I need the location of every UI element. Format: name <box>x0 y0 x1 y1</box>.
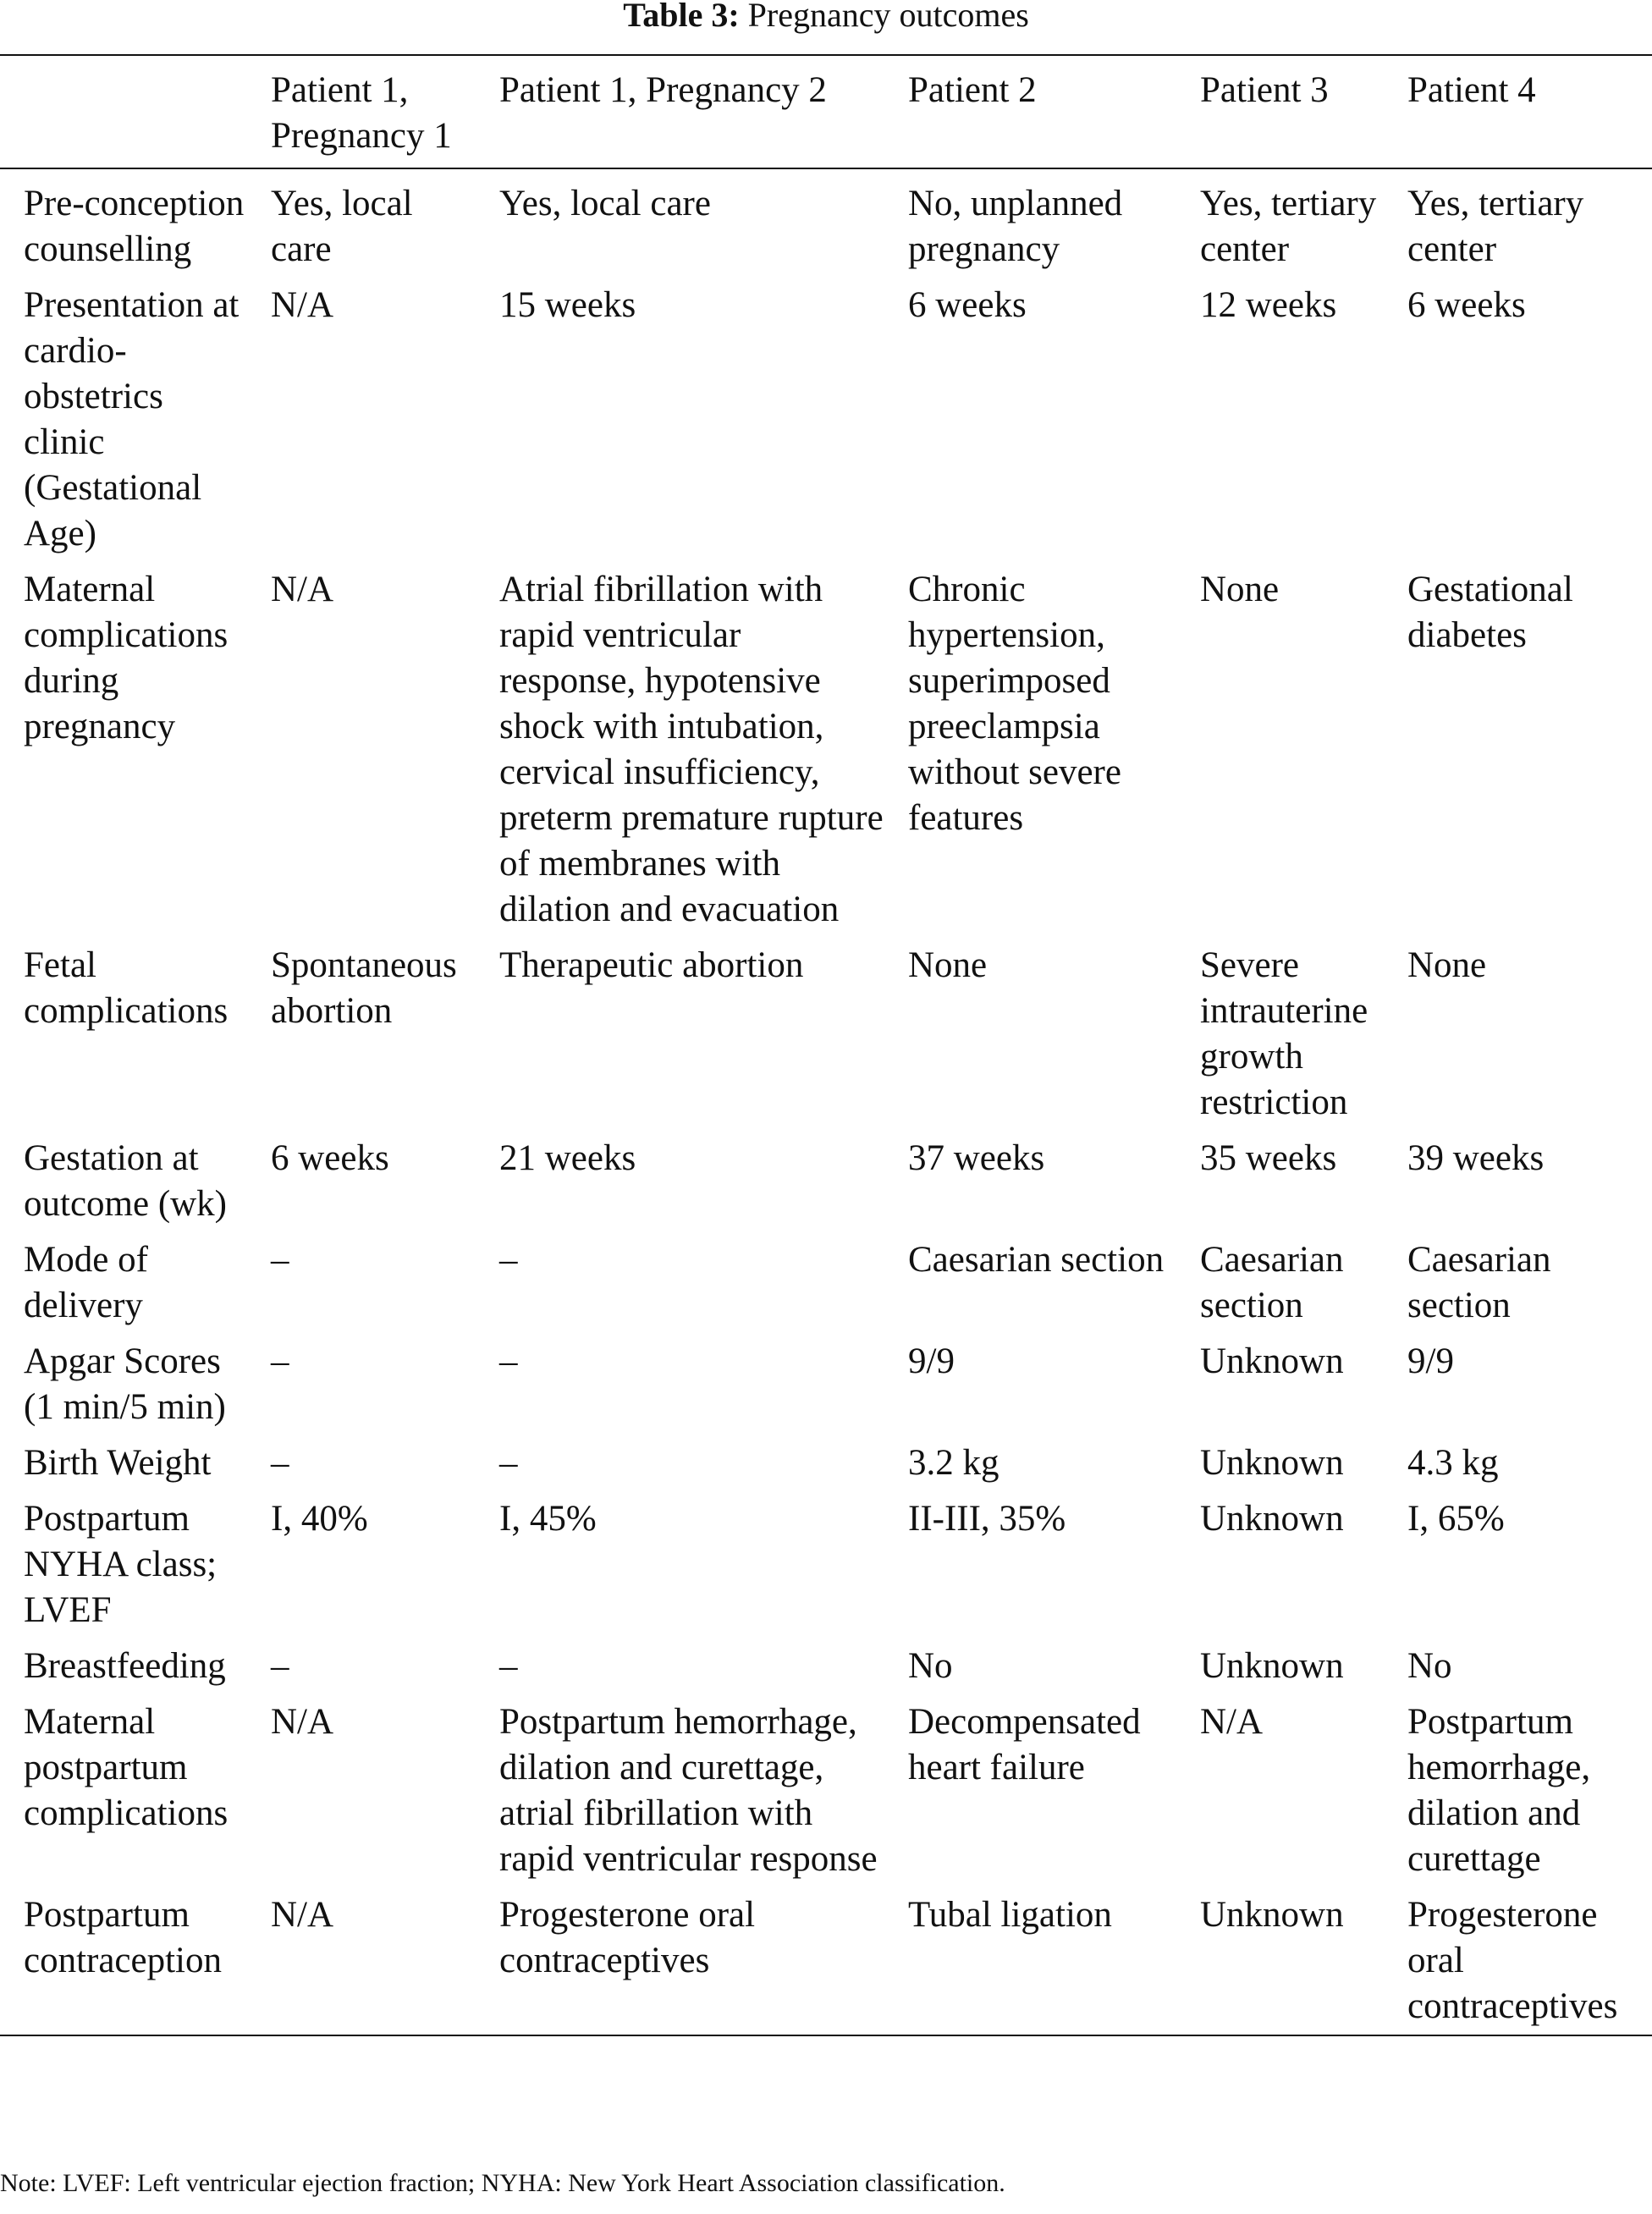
table-cell: N/A <box>1200 1702 1264 1742</box>
table-cell: 6 weeks <box>1407 285 1526 325</box>
table-cell: 6 weeks <box>908 285 1027 325</box>
table-cell: – <box>271 1341 289 1381</box>
header-cell-patient1-pregnancy1: Patient 1, Pregnancy 1 <box>271 70 452 156</box>
header-cell-patient1-pregnancy2: Patient 1, Pregnancy 2 <box>499 70 827 110</box>
table-row <box>0 1339 1652 1440</box>
table-cell: I, 45% <box>499 1499 597 1539</box>
table-row <box>0 1644 1652 1699</box>
table-cell: 6 weeks <box>271 1138 389 1178</box>
table-cell: Postpartum hemorrhage, dilation and curettage <box>1407 1702 1591 1879</box>
table-cell: None <box>1200 570 1280 609</box>
table-cell: None <box>908 945 988 985</box>
header-cell-row-label <box>0 55 247 168</box>
table-cell: N/A <box>271 1702 334 1742</box>
table-footnote: Note: LVEF: Left ventricular ejection fraction; NYHA: New York Heart Association classification. <box>0 2169 1005 2197</box>
table-row <box>0 567 1652 943</box>
table-cell: Caesarian section <box>1407 1240 1551 1325</box>
table-cell: Unknown <box>1200 1895 1344 1935</box>
table-cell: Yes, tertiary center <box>1200 184 1377 269</box>
header-cell-patient2: Patient 2 <box>908 70 1037 110</box>
table-caption-label: Table 3: <box>623 0 740 34</box>
table-cell: Spontaneous abortion <box>271 945 457 1031</box>
table-cell: – <box>499 1240 518 1280</box>
table-row <box>0 283 1652 567</box>
table-cell: 35 weeks <box>1200 1138 1337 1178</box>
table-cell: II-III, 35% <box>908 1499 1066 1539</box>
table-cell: Yes, tertiary center <box>1407 184 1584 269</box>
row-label: Presentation at cardio-obstetrics clinic (Gestational Age) <box>24 285 240 554</box>
row-label: Pre-conception counselling <box>24 184 245 269</box>
table-cell: Progesterone oral contraceptives <box>1407 1895 1618 2026</box>
row-label: Maternal complications during pregnancy <box>24 570 229 746</box>
header-cell-patient3: Patient 3 <box>1200 70 1329 110</box>
table-cell: Decompensated heart failure <box>908 1702 1141 1787</box>
table-row <box>0 943 1652 1136</box>
table-cell: Unknown <box>1200 1443 1344 1483</box>
table-caption <box>0 0 1652 36</box>
table-cell: Unknown <box>1200 1499 1344 1539</box>
table-cell: Progesterone oral contraceptives <box>499 1895 756 1980</box>
table-row <box>0 168 1652 283</box>
table-cell: Therapeutic abortion <box>499 945 804 985</box>
table-cell: No, unplanned pregnancy <box>908 184 1123 269</box>
table-caption-title: Pregnancy outcomes <box>747 0 1029 34</box>
row-label: Fetal complications <box>24 945 229 1031</box>
table-cell: Yes, local care <box>271 184 413 269</box>
table-row <box>0 1237 1652 1339</box>
table-cell: – <box>271 1443 289 1483</box>
table-cell: Caesarian section <box>1200 1240 1344 1325</box>
table-cell: – <box>271 1240 289 1280</box>
table-cell: – <box>499 1341 518 1381</box>
table-cell: No <box>908 1646 953 1686</box>
row-label: Gestation at outcome (wk) <box>24 1138 228 1224</box>
table-cell: – <box>271 1646 289 1686</box>
table-cell: 21 weeks <box>499 1138 636 1178</box>
table-cell: Postpartum hemorrhage, dilation and curettage, atrial fibrillation with rapid ventricular response <box>499 1702 878 1879</box>
table-row <box>0 1496 1652 1644</box>
table-cell: Unknown <box>1200 1341 1344 1381</box>
table-cell: 39 weeks <box>1407 1138 1545 1178</box>
table-cell: N/A <box>271 285 334 325</box>
row-label: Apgar Scores (1 min/5 min) <box>24 1341 226 1427</box>
table-cell: – <box>499 1646 518 1686</box>
table-cell: 9/9 <box>1407 1341 1454 1381</box>
table-cell: Atrial fibrillation with rapid ventricular response, hypotensive shock with intubation, cervical insufficiency, preterm premature rupture of membranes with dilation and evacuation <box>499 570 884 929</box>
table-cell: 37 weeks <box>908 1138 1045 1178</box>
row-label: Postpartum NYHA class; LVEF <box>24 1499 218 1630</box>
row-label: Breastfeeding <box>24 1646 226 1686</box>
table-cell: I, 40% <box>271 1499 368 1539</box>
table-cell: N/A <box>271 1895 334 1935</box>
table-cell: Unknown <box>1200 1646 1344 1686</box>
table-row <box>0 1440 1652 1496</box>
pregnancy-outcomes-table <box>0 54 1652 2036</box>
table-cell: 3.2 kg <box>908 1443 999 1483</box>
table-row <box>0 1136 1652 1237</box>
table-row <box>0 1892 1652 2035</box>
row-label: Maternal postpartum complications <box>24 1702 229 1833</box>
table-cell: I, 65% <box>1407 1499 1505 1539</box>
table-cell: Severe intrauterine growth restriction <box>1200 945 1368 1122</box>
row-label: Birth Weight <box>24 1443 212 1483</box>
table-cell: Caesarian section <box>908 1240 1165 1280</box>
table-cell: None <box>1407 945 1487 985</box>
row-label: Mode of delivery <box>24 1240 148 1325</box>
table-cell: 9/9 <box>908 1341 955 1381</box>
table-cell: No <box>1407 1646 1452 1686</box>
table-cell: Chronic hypertension, superimposed preeclampsia without severe features <box>908 570 1121 838</box>
table-cell: 4.3 kg <box>1407 1443 1499 1483</box>
header-cell-patient4: Patient 4 <box>1407 70 1536 110</box>
table-cell: Yes, local care <box>499 184 711 223</box>
table-cell: 12 weeks <box>1200 285 1337 325</box>
table-cell: Tubal ligation <box>908 1895 1112 1935</box>
table-cell: – <box>499 1443 518 1483</box>
table-header-row <box>0 55 1652 168</box>
table-cell: 15 weeks <box>499 285 636 325</box>
table-cell: N/A <box>271 570 334 609</box>
row-label: Postpartum contraception <box>24 1895 223 1980</box>
table-row <box>0 1699 1652 1892</box>
table-cell: Gestational diabetes <box>1407 570 1573 655</box>
